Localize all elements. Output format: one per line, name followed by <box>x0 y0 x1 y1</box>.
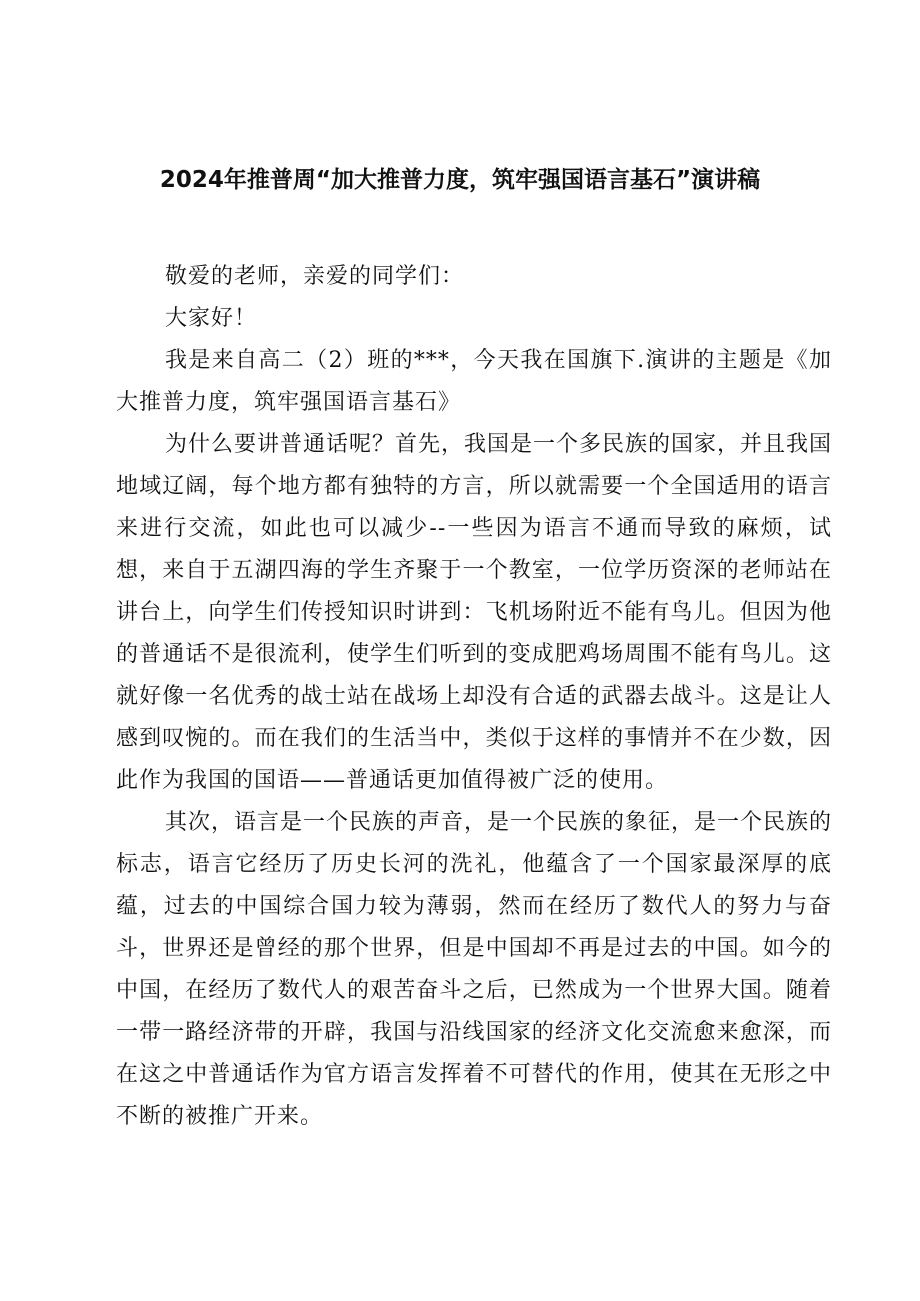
document-title: 2024年推普周“加大推普力度，筑牢强国语言基石”演讲稿 <box>159 167 761 193</box>
paragraph-hello: 大家好！ <box>165 306 258 331</box>
document-body <box>116 256 832 1138</box>
paragraph-second-reason: 其次，语言是一个民族的声音，是一个民族的象征，是一个民族的标志，语言它经历了历史长河的洗礼，他蕴含了一个国家最深厚的底蕴，过去的中国综合国力较为薄弱，然而在经历了数代人的努力与奋斗，世界还是曾经的那个世界，但是中国却不再是过去的中国。如今的中国，在经历了数代人的艰苦奋斗之后，已然成为一个世界大国。随着一带一路经济带的开辟，我国与沿线国家的经济文化交流愈来愈深，而在这之中普通话作为官方语言发挥着不可替代的作用，使其在无形之中不断的被推广开来。 <box>116 810 833 1129</box>
paragraph-greeting: 敬爱的老师，亲爱的同学们： <box>165 264 465 289</box>
paragraph-first-reason: 为什么要讲普通话呢？首先，我国是一个多民族的国家，并且我国地域辽阔，每个地方都有独特的方言，所以就需要一个全国适用的语言来进行交流，如此也可以减少--一些因为语言不通而导致的麻烦，试想，来自于五湖四海的学生齐聚于一个教室，一位学历资深的老师站在讲台上，向学生们传授知识时讲到：飞机场附近不能有鸟儿。但因为他的普通话不是很流利，使学生们听到的变成肥鸡场周围不能有鸟儿。这就好像一名优秀的战士站在战场上却没有合适的武器去战斗。这是让人感到叹惋的。而在我们的生活当中，类似于这样的事情并不在少数，因此作为我国的国语——普通话更加值得被广泛的使用。 <box>116 432 833 793</box>
paragraph-introduction: 我是来自高二（2）班的***，今天我在国旗下.演讲的主题是《加大推普力度，筑牢强国语言基石》 <box>116 348 832 415</box>
